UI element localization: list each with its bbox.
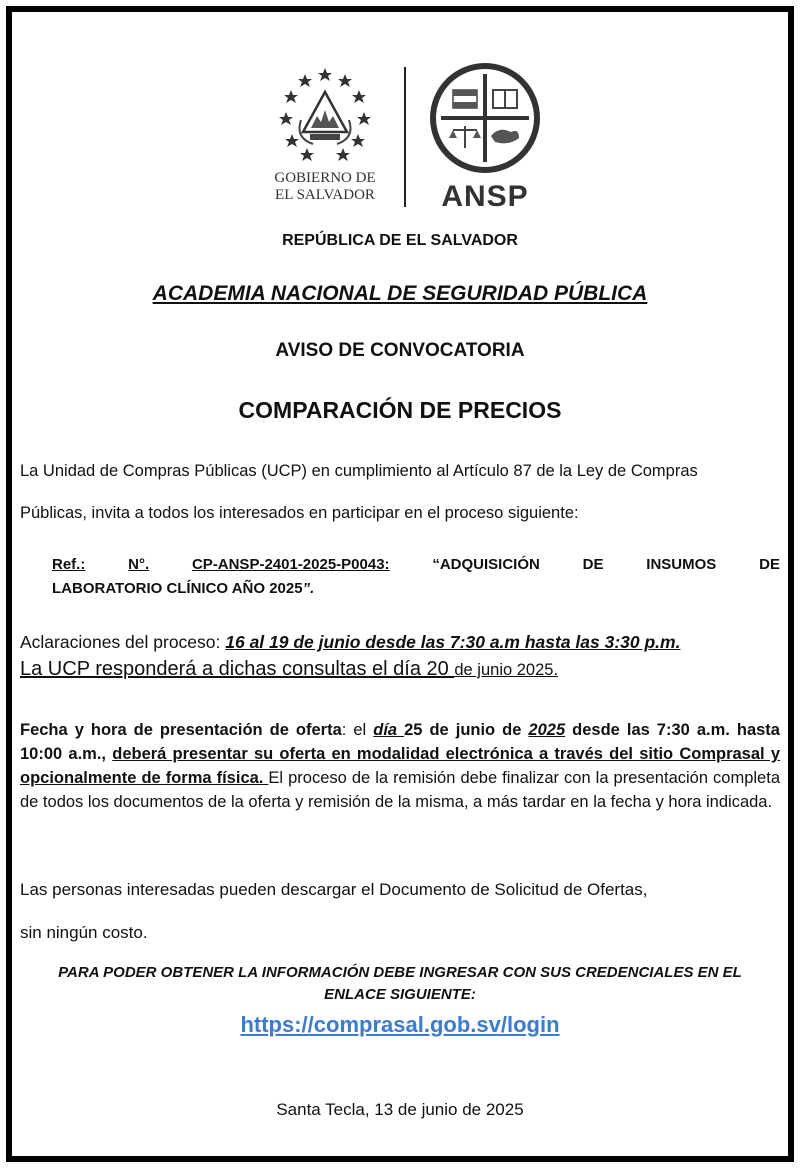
download-line-1: Las personas interesadas pueden descargar el Documento de Solicitud de Ofertas, bbox=[20, 880, 648, 899]
intro-line-2: Públicas, invita a todos los interesados en participar en el proceso siguiente: bbox=[20, 504, 579, 522]
ansp-emblem-icon bbox=[425, 62, 545, 174]
coat-of-arms-icon bbox=[255, 60, 395, 165]
ansp-label: ANSP bbox=[441, 180, 529, 213]
submission-paragraph: Fecha y hora de presentación de oferta: el día 25 de junio de 2025 desde las 7:30 a.m. hasta 10:00 a.m., deberá presentar su oferta en modalidad electrónica a través del sitio Comprasal y opcionalmente de forma física. El proceso de la remisión debe finalizar con la presentación completa de todos los documentos de la oferta y remisión de la misma, a más tardar en la fecha y hora indicada. bbox=[20, 721, 780, 811]
clarifications-response: La UCP responderá a dichas consultas el día 20 de junio 2025. bbox=[20, 658, 559, 680]
download-line-2: sin ningún costo. bbox=[20, 923, 148, 942]
government-logo bbox=[255, 60, 395, 210]
place-date: Santa Tecla, 13 de junio de 2025 bbox=[276, 1100, 524, 1119]
process-reference: Ref.: N°. CP-ANSP-2401-2025-P0043: “ADQUISICIÓN DE INSUMOS DE LABORATORIO CLÍNICO AÑO 2025”. bbox=[52, 556, 780, 597]
government-name: GOBIERNO DE EL SALVADOR bbox=[274, 170, 376, 203]
intro-line-1: La Unidad de Compras Públicas (UCP) en cumplimiento al Artículo 87 de la Ley de Compras bbox=[20, 462, 698, 480]
academy-heading: ACADEMIA NACIONAL DE SEGURIDAD PÚBLICA bbox=[152, 282, 648, 305]
page-title: COMPARACIÓN DE PRECIOS bbox=[238, 397, 562, 423]
comprasal-login-link[interactable]: https://comprasal.gob.sv/login bbox=[240, 1012, 560, 1037]
credentials-instruction: PARA PODER OBTENER LA INFORMACIÓN DEBE INGRESAR CON SUS CREDENCIALES EN EL ENLACE SIGUIENTE: bbox=[58, 964, 742, 1003]
ansp-logo bbox=[425, 62, 545, 212]
clarifications-period: Aclaraciones del proceso: 16 al 19 de junio desde las 7:30 a.m hasta las 3:30 p.m. bbox=[20, 632, 681, 652]
republic-heading: REPÚBLICA DE EL SALVADOR bbox=[282, 232, 518, 249]
logo-divider bbox=[404, 67, 406, 207]
notice-heading: AVISO DE CONVOCATORIA bbox=[275, 340, 525, 361]
